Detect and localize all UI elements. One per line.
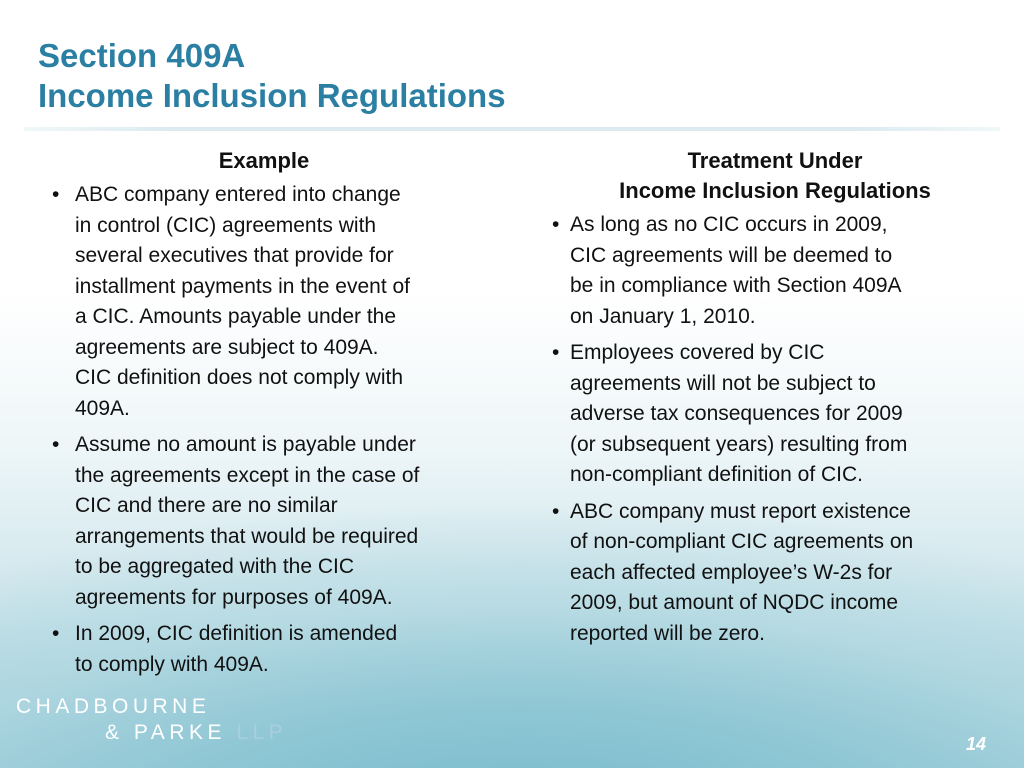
left-bullet-list	[52, 180, 500, 680]
bullet-line: agreements are subject to 409A.	[75, 335, 379, 359]
bullet-line: CIC definition does not comply with	[75, 366, 403, 389]
bullet-line: 409A.	[75, 396, 130, 420]
bullet-line: arrangements that would be required	[75, 524, 419, 548]
bullet-line: of non-compliant CIC agreements on	[570, 530, 914, 553]
left-column-heading	[52, 146, 476, 176]
bullet-line: adverse tax consequences for 2009	[570, 402, 903, 425]
left-column	[52, 146, 500, 686]
bullet-line: agreements will not be subject to	[570, 371, 876, 395]
bullet-line: (or subsequent years) resulting from	[570, 432, 908, 456]
bullet-line: Assume no amount is payable under	[75, 433, 416, 456]
logo-line-2-text: & PARKE	[105, 721, 226, 744]
right-column-heading-line-2: Income Inclusion Regulations	[619, 178, 931, 203]
left-column-heading-text: Example	[218, 148, 310, 173]
bullet-icon: •	[552, 499, 560, 523]
bullet-line: several executives that provide for	[75, 244, 394, 267]
bullet-line: each affected employee’s W-2s for	[570, 560, 893, 584]
right-bullet-item	[552, 210, 998, 332]
logo-llp: LLP	[236, 721, 288, 744]
bullet-line: to be aggregated with the CIC	[75, 555, 355, 578]
right-bullet-list	[552, 210, 998, 649]
bullet-icon: •	[52, 622, 60, 645]
bullet-line: As long as no CIC occurs in 2009,	[570, 213, 888, 236]
bullet-icon: •	[52, 433, 60, 456]
right-column-heading-line-1: Treatment Under	[687, 148, 863, 173]
bullet-line: to comply with 409A.	[75, 652, 269, 676]
slide-title	[38, 36, 506, 116]
left-bullet-item	[52, 430, 500, 613]
bullet-line: ABC company must report existence	[570, 499, 911, 523]
slide-title-line-1: Section 409A	[38, 37, 246, 74]
bullet-line: be in compliance with Section 409A	[570, 274, 902, 297]
right-bullet-item	[552, 338, 998, 491]
bullet-line: reported will be zero.	[570, 621, 765, 645]
right-column-heading	[552, 146, 998, 206]
bullet-line: CIC and there are no similar	[75, 494, 338, 517]
firm-logo	[16, 694, 287, 746]
left-bullet-item	[52, 180, 500, 424]
bullet-line: in control (CIC) agreements with	[75, 213, 377, 237]
bullet-line: CIC agreements will be deemed to	[570, 243, 893, 267]
logo-line-2	[16, 720, 287, 746]
bullet-icon: •	[52, 183, 60, 206]
bullet-line: installment payments in the event of	[75, 274, 411, 298]
left-bullet-item	[52, 619, 500, 680]
bullet-line: 2009, but amount of NQDC income	[570, 591, 899, 614]
bullet-line: non-compliant definition of CIC.	[570, 463, 863, 486]
right-bullet-item	[552, 497, 998, 650]
slide-title-line-2: Income Inclusion Regulations	[38, 77, 506, 114]
title-divider	[24, 127, 1000, 131]
bullet-line: agreements for purposes of 409A.	[75, 585, 393, 609]
bullet-line: on January 1, 2010.	[570, 304, 756, 328]
bullet-line: ABC company entered into change	[75, 183, 401, 206]
bullet-line: Employees covered by CIC	[570, 341, 825, 364]
page-number: 14	[965, 734, 986, 754]
bullet-icon: •	[552, 213, 560, 236]
right-column	[552, 146, 998, 655]
logo-line-1: CHADBOURNE	[16, 695, 211, 718]
bullet-line: the agreements except in the case of	[75, 463, 420, 487]
bullet-icon: •	[552, 341, 560, 364]
bullet-line: In 2009, CIC definition is amended	[75, 622, 398, 645]
bullet-line: a CIC. Amounts payable under the	[75, 305, 397, 328]
